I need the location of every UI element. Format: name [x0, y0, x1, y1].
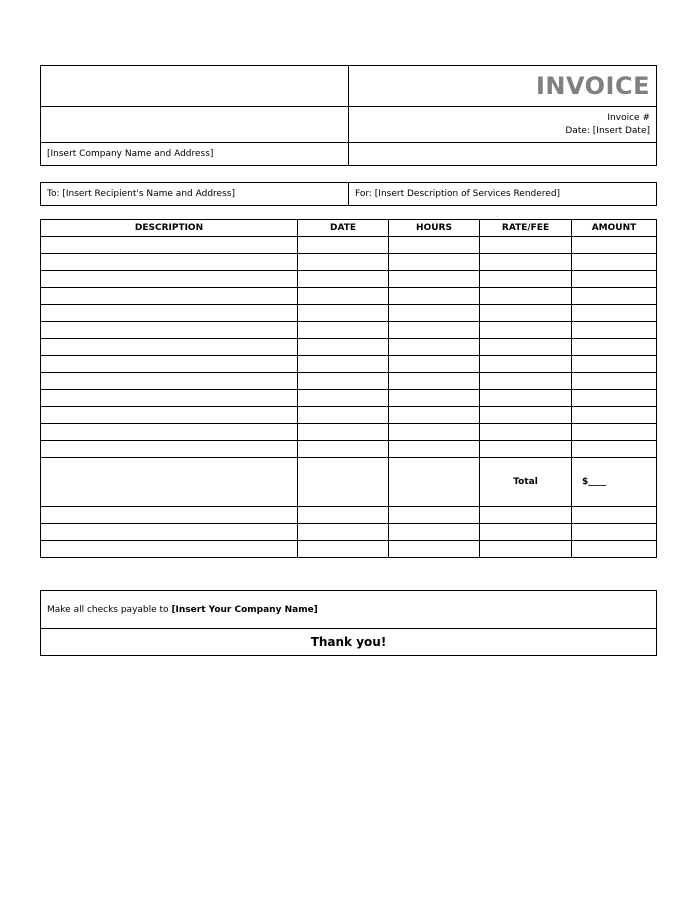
column-header-amount: AMOUNT	[572, 220, 657, 237]
rate-cell[interactable]	[480, 288, 572, 305]
column-header-description: DESCRIPTION	[41, 220, 298, 237]
rate-cell[interactable]	[480, 305, 572, 322]
hours-cell[interactable]	[389, 507, 480, 524]
date-cell[interactable]	[298, 541, 389, 558]
date-cell[interactable]	[298, 373, 389, 390]
table-row	[41, 254, 657, 271]
date-cell[interactable]	[298, 254, 389, 271]
rate-cell[interactable]	[480, 322, 572, 339]
description-cell[interactable]	[41, 288, 298, 305]
rate-cell[interactable]	[480, 339, 572, 356]
description-cell[interactable]	[41, 237, 298, 254]
table-row	[41, 237, 657, 254]
table-row	[41, 322, 657, 339]
line-items-table	[40, 219, 657, 558]
description-cell[interactable]	[41, 507, 298, 524]
footer-table	[40, 590, 657, 656]
rate-cell[interactable]	[480, 390, 572, 407]
table-row	[41, 424, 657, 441]
table-header-row	[41, 220, 657, 237]
rate-cell[interactable]	[480, 373, 572, 390]
description-cell[interactable]	[41, 407, 298, 424]
amount-cell[interactable]	[572, 390, 657, 407]
table-row	[41, 339, 657, 356]
amount-cell[interactable]	[572, 441, 657, 458]
rate-cell[interactable]	[480, 507, 572, 524]
invoice-header-table	[40, 65, 657, 166]
rate-cell[interactable]	[480, 356, 572, 373]
date-cell[interactable]	[298, 305, 389, 322]
services-for-field[interactable]: For: [Insert Description of Services Rendered]	[349, 183, 657, 206]
hours-cell[interactable]	[389, 524, 480, 541]
table-row	[41, 271, 657, 288]
date-cell[interactable]	[298, 424, 389, 441]
table-row	[41, 441, 657, 458]
description-cell[interactable]	[41, 524, 298, 541]
amount-cell[interactable]	[572, 271, 657, 288]
rate-cell[interactable]	[480, 237, 572, 254]
rate-cell[interactable]	[480, 424, 572, 441]
amount-cell[interactable]	[572, 424, 657, 441]
hours-cell[interactable]	[389, 407, 480, 424]
date-cell[interactable]	[298, 441, 389, 458]
rate-cell[interactable]	[480, 524, 572, 541]
amount-cell[interactable]	[572, 254, 657, 271]
invoice-date-label: Date: [Insert Date]	[565, 125, 650, 136]
description-cell[interactable]	[41, 254, 298, 271]
hours-cell[interactable]	[389, 541, 480, 558]
date-cell[interactable]	[298, 507, 389, 524]
description-cell[interactable]	[41, 339, 298, 356]
hours-cell[interactable]	[389, 356, 480, 373]
column-header-date: DATE	[298, 220, 389, 237]
invoice-number-label: Invoice #	[607, 112, 650, 123]
hours-cell[interactable]	[389, 390, 480, 407]
payable-note[interactable]	[41, 591, 657, 629]
recipient-to-field[interactable]: To: [Insert Recipient's Name and Address]	[41, 183, 349, 206]
table-row	[41, 373, 657, 390]
hours-cell[interactable]	[389, 322, 480, 339]
description-cell[interactable]	[41, 458, 298, 507]
hours-cell[interactable]	[389, 237, 480, 254]
header-blank-cell[interactable]	[349, 143, 657, 166]
date-cell[interactable]	[298, 524, 389, 541]
date-cell[interactable]	[298, 356, 389, 373]
date-cell[interactable]	[298, 339, 389, 356]
description-cell[interactable]	[41, 305, 298, 322]
date-cell[interactable]	[298, 237, 389, 254]
hours-cell[interactable]	[389, 373, 480, 390]
table-row	[41, 390, 657, 407]
rate-cell[interactable]	[480, 254, 572, 271]
recipient-table	[40, 182, 657, 206]
total-label: Total	[480, 458, 572, 507]
hours-cell[interactable]	[389, 288, 480, 305]
total-row	[41, 458, 657, 507]
description-cell[interactable]	[41, 356, 298, 373]
date-cell[interactable]	[298, 271, 389, 288]
description-cell[interactable]	[41, 271, 298, 288]
description-cell[interactable]	[41, 441, 298, 458]
payable-company: [Insert Your Company Name]	[171, 604, 318, 615]
description-cell[interactable]	[41, 322, 298, 339]
rate-cell[interactable]	[480, 407, 572, 424]
rate-cell[interactable]	[480, 541, 572, 558]
table-row	[41, 407, 657, 424]
rate-cell[interactable]	[480, 271, 572, 288]
hours-cell[interactable]	[389, 339, 480, 356]
thank-you-message: Thank you!	[41, 629, 657, 656]
date-cell[interactable]	[298, 407, 389, 424]
amount-cell[interactable]	[572, 356, 657, 373]
date-cell[interactable]	[298, 322, 389, 339]
description-cell[interactable]	[41, 373, 298, 390]
total-amount-field[interactable]: $____	[572, 458, 657, 507]
amount-cell[interactable]	[572, 507, 657, 524]
description-cell[interactable]	[41, 541, 298, 558]
amount-cell[interactable]	[572, 322, 657, 339]
amount-cell[interactable]	[572, 237, 657, 254]
hours-cell[interactable]	[389, 305, 480, 322]
amount-cell[interactable]	[572, 524, 657, 541]
date-cell[interactable]	[298, 458, 389, 507]
rate-cell[interactable]	[480, 441, 572, 458]
company-name-address[interactable]: [Insert Company Name and Address]	[41, 143, 349, 166]
column-header-rate: RATE/FEE	[480, 220, 572, 237]
amount-cell[interactable]	[572, 288, 657, 305]
payable-prefix: Make all checks payable to	[47, 604, 172, 615]
hours-cell[interactable]	[389, 254, 480, 271]
hours-cell[interactable]	[389, 458, 480, 507]
description-cell[interactable]	[41, 390, 298, 407]
hours-cell[interactable]	[389, 271, 480, 288]
table-row	[41, 356, 657, 373]
hours-cell[interactable]	[389, 424, 480, 441]
amount-cell[interactable]	[572, 541, 657, 558]
table-row	[41, 541, 657, 558]
amount-cell[interactable]	[572, 339, 657, 356]
invoice-meta-cell[interactable]	[349, 107, 657, 143]
amount-cell[interactable]	[572, 407, 657, 424]
date-cell[interactable]	[298, 288, 389, 305]
description-cell[interactable]	[41, 424, 298, 441]
amount-cell[interactable]	[572, 305, 657, 322]
table-row	[41, 524, 657, 541]
logo-cell[interactable]	[41, 66, 349, 107]
amount-cell[interactable]	[572, 373, 657, 390]
table-row	[41, 288, 657, 305]
column-header-hours: HOURS	[389, 220, 480, 237]
invoice-title: INVOICE	[349, 66, 657, 107]
table-row	[41, 305, 657, 322]
company-blank-cell[interactable]	[41, 107, 349, 143]
hours-cell[interactable]	[389, 441, 480, 458]
table-row	[41, 507, 657, 524]
date-cell[interactable]	[298, 390, 389, 407]
